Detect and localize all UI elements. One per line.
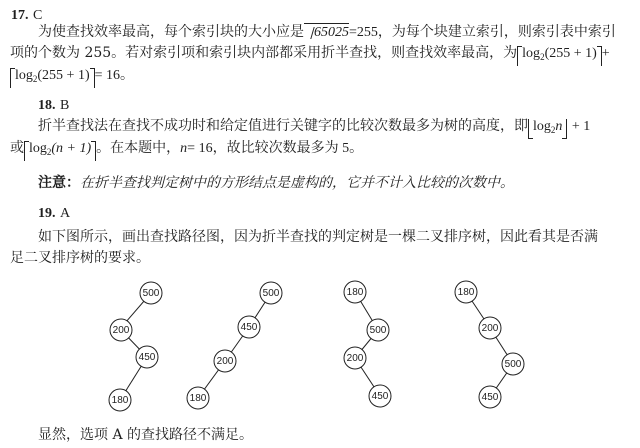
- svg-text:180: 180: [189, 393, 207, 404]
- q18-result: = 16，故比较次数最多为 5。: [187, 141, 364, 156]
- q17-number: 17.: [11, 8, 29, 23]
- log-argument: (255 + 1): [37, 68, 90, 83]
- q17-result: = 16。: [94, 68, 135, 83]
- svg-text:500: 500: [369, 325, 387, 336]
- tree-3-node-2: [367, 319, 389, 341]
- q17-text-2a: 项的个数为 255。若对索引项和索引块内部都采用折半查找，则查找效率最高，为: [10, 45, 518, 61]
- tree-3-node-4: [369, 385, 391, 407]
- q19-answer: A: [59, 206, 71, 221]
- tree-4-node-1: [455, 281, 477, 303]
- svg-text:450: 450: [481, 392, 499, 403]
- plus-one: + 1: [571, 119, 591, 134]
- log-base: 2: [550, 125, 556, 135]
- svg-text:450: 450: [371, 391, 389, 402]
- log-argument: (n + 1): [51, 141, 92, 156]
- q17-text-1a: 为使查找效率最高，每个索引块的大小应是: [38, 24, 304, 40]
- note-label: 注意：: [38, 175, 80, 191]
- q18-text-1a: 折半查找法在查找不成功时和给定值进行关键字的比较次数最多为树的高度，即: [38, 118, 528, 134]
- tree-4-node-3: [502, 353, 524, 375]
- note-text: 在折半查找判定树中的方形结点是虚构的，它并不计入比较的次数中。: [80, 175, 514, 191]
- tree-4-node-2: [479, 317, 501, 339]
- sqrt-argument: 65025: [314, 25, 349, 40]
- q17-answer: C: [32, 8, 43, 23]
- log-base: 2: [32, 74, 38, 84]
- log-base: 2: [46, 147, 52, 157]
- q19-number: 19.: [38, 206, 56, 221]
- q19-text-2: 足二叉排序树的要求。: [10, 250, 150, 266]
- q19-text-1: 如下图所示，画出查找路径图，因为折半查找的判定树是一棵二叉排序树，因此看其是否满: [38, 229, 598, 245]
- log-base: 2: [540, 52, 545, 62]
- tree-3-node-1: [344, 281, 366, 303]
- variable-n: n: [555, 119, 563, 134]
- tree-1-node-1: [140, 282, 162, 304]
- tree-1-node-3: [136, 346, 158, 368]
- tree-4-node-4: [479, 386, 501, 408]
- tree-2-node-1: [260, 282, 282, 304]
- q17-text-1b: ，为每个块建立索引，则索引表中索引: [377, 24, 616, 40]
- q18-text-2b: 。在本题中，: [96, 140, 181, 156]
- svg-text:200: 200: [112, 325, 130, 336]
- svg-text:450: 450: [138, 352, 156, 363]
- svg-text:500: 500: [504, 359, 522, 370]
- tree-3: [344, 281, 391, 407]
- conclusion-line: [38, 426, 253, 444]
- plus-sign: +: [601, 46, 610, 61]
- conclusion-text: 显然，选项 A 的查找路径不满足。: [38, 427, 254, 443]
- svg-text:500: 500: [142, 288, 160, 299]
- svg-text:500: 500: [262, 288, 280, 299]
- q18-n: n: [180, 141, 188, 156]
- q17-equals-255: =255: [349, 25, 378, 40]
- svg-text:180: 180: [457, 287, 475, 298]
- log-label: log: [15, 68, 33, 83]
- svg-text:200: 200: [346, 353, 364, 364]
- svg-text:180: 180: [111, 395, 129, 406]
- tree-2-node-2: [238, 316, 260, 338]
- log-label: log: [522, 46, 541, 61]
- q18-or: 或: [10, 140, 24, 156]
- tree-1-node-4: [109, 389, 131, 411]
- tree-1-node-2: [110, 319, 132, 341]
- tree-3-node-3: [344, 347, 366, 369]
- log-label: log: [533, 119, 551, 134]
- tree-2-node-4: [187, 387, 209, 409]
- log-label: log: [29, 141, 47, 156]
- q18-answer: B: [59, 98, 70, 113]
- svg-text:200: 200: [216, 356, 234, 367]
- svg-text:180: 180: [346, 287, 364, 298]
- tree-2-node-3: [214, 350, 236, 372]
- svg-text:200: 200: [481, 323, 499, 334]
- log-argument: (255 + 1): [544, 46, 597, 61]
- svg-text:450: 450: [240, 322, 258, 333]
- tree-2: [187, 282, 282, 409]
- tree-4: [455, 281, 524, 408]
- tree-1: [109, 282, 162, 411]
- q18-number: 18.: [38, 98, 56, 113]
